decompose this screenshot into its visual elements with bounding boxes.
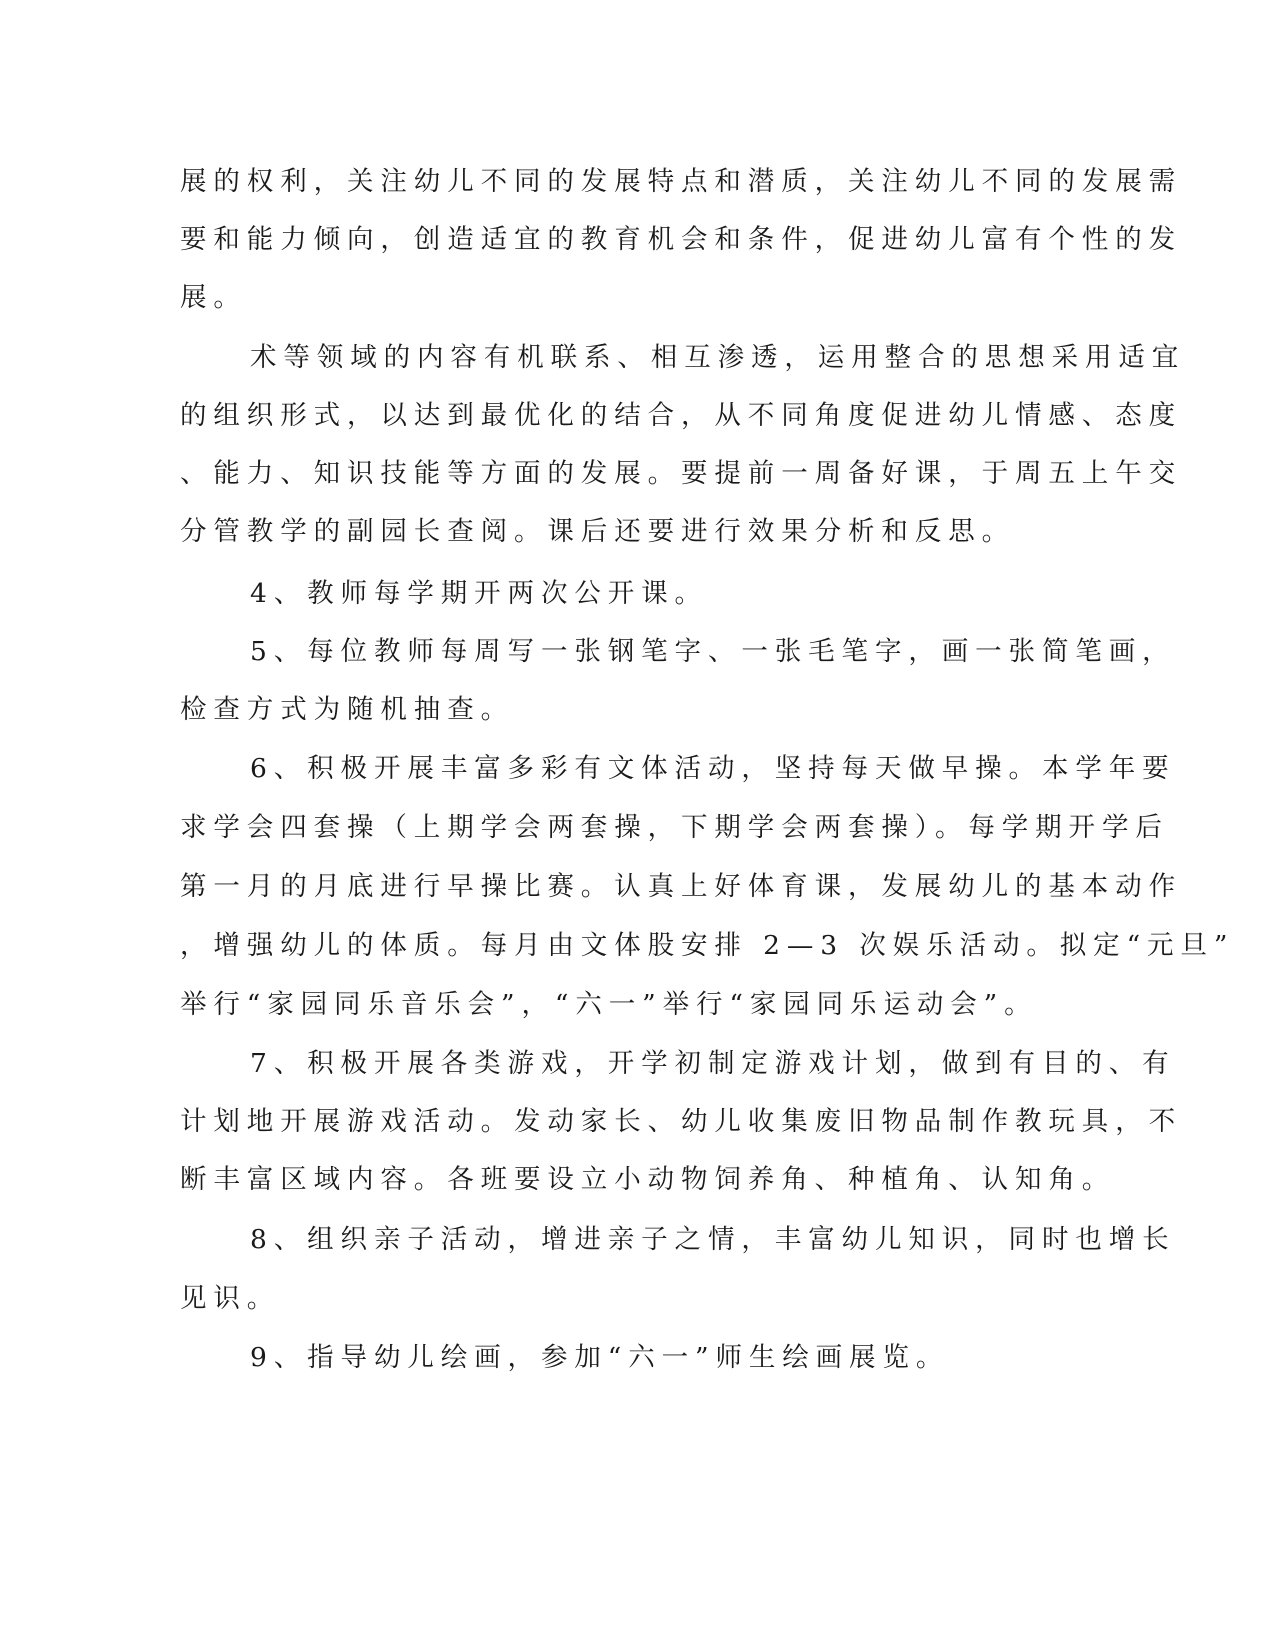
text-line: 断丰富区域内容。各班要设立小动物饲养角、种植角、认知角。 [180,1164,1116,1195]
text-line: 计划地开展游戏活动。发动家长、幼儿收集废旧物品制作教玩具，不 [180,1106,1182,1137]
text-line: 见识。 [180,1283,281,1314]
list-item-4: 4、教师每学期开两次公开课。 [250,578,708,609]
text-line: 要和能力倾向，创造适宜的教育机会和条件，促进幼儿富有个性的发 [180,224,1182,255]
text-line: 分管教学的副园长查阅。课后还要进行效果分析和反思。 [180,516,1015,547]
text-line: 展。 [180,282,247,313]
text-line: 求学会四套操（上期学会两套操，下期学会两套操）。每学期开学后 [180,812,1169,843]
text-line: 举行“家园同乐音乐会”，“六一”举行“家园同乐运动会”。 [180,989,1038,1020]
list-item-5: 5、每位教师每周写一张钢笔字、一张毛笔字，画一张简笔画， [250,636,1176,667]
list-item-7: 7、积极开展各类游戏，开学初制定游戏计划，做到有目的、有 [250,1048,1176,1079]
list-item-9: 9、指导幼儿绘画，参加“六一”师生绘画展览。 [250,1342,950,1373]
text-line: 第一月的月底进行早操比赛。认真上好体育课，发展幼儿的基本动作 [180,871,1182,902]
list-item-8: 8、组织亲子活动，增进亲子之情，丰富幼儿知识，同时也增长 [250,1224,1176,1255]
paragraph-start-line: 术等领域的内容有机联系、相互渗透，运用整合的思想采用适宜 [250,342,1186,373]
text-line: 的组织形式，以达到最优化的结合，从不同角度促进幼儿情感、态度 [180,400,1182,431]
text-line: 检查方式为随机抽查。 [180,694,514,725]
text-line: 、能力、知识技能等方面的发展。要提前一周备好课，于周五上午交 [180,458,1182,489]
text-line: 展的权利，关注幼儿不同的发展特点和潜质，关注幼儿不同的发展需 [180,166,1182,197]
text-line: ，增强幼儿的体质。每月由文体股安排 2—3 次娱乐活动。拟定“元旦” [180,930,1235,961]
list-item-6: 6、积极开展丰富多彩有文体活动，坚持每天做早操。本学年要 [250,753,1176,784]
